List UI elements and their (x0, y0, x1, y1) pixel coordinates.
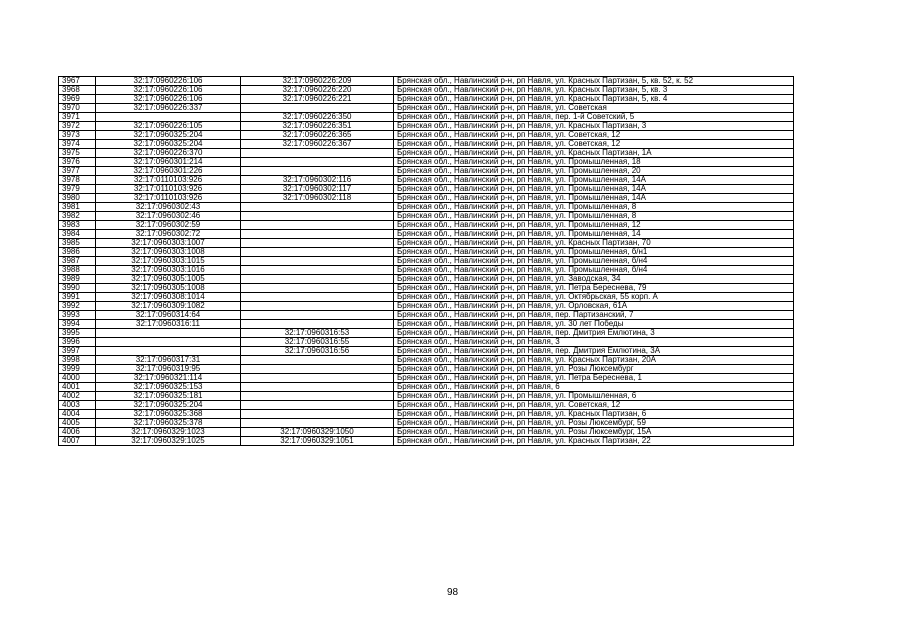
address: Брянская обл., Навлинский р-н, рп Навля, ул. Розы Люксембург, 59 (394, 419, 794, 428)
cadastral-number-2 (241, 266, 394, 275)
row-number: 3968 (59, 86, 96, 95)
address: Брянская обл., Навлинский р-н, рп Навля, 3 (394, 338, 794, 347)
table-body (59, 77, 794, 446)
cadastral-number-2 (241, 221, 394, 230)
cadastral-number-1: 32:17:0960226:106 (96, 77, 241, 86)
row-number: 3972 (59, 122, 96, 131)
cadastral-number-2: 32:17:0960302:118 (241, 194, 394, 203)
row-number: 4004 (59, 410, 96, 419)
address: Брянская обл., Навлинский р-н, рп Навля, ул. Промышленная, 14А (394, 185, 794, 194)
cadastral-number-1: 32:17:0960302:43 (96, 203, 241, 212)
table-row (59, 176, 794, 185)
table-row (59, 347, 794, 356)
cadastral-number-1: 32:17:0960303:1016 (96, 266, 241, 275)
address: Брянская обл., Навлинский р-н, рп Навля, ул. Промышленная, 8 (394, 212, 794, 221)
cadastral-number-1: 32:17:0110103:926 (96, 194, 241, 203)
address: Брянская обл., Навлинский р-н, рп Навля, ул. Красных Партизан, 6 (394, 410, 794, 419)
table-row (59, 122, 794, 131)
address: Брянская обл., Навлинский р-н, рп Навля, ул. Промышленная, б/н4 (394, 257, 794, 266)
address: Брянская обл., Навлинский р-н, рп Навля, пер. Дмитрия Емлютина, 3 (394, 329, 794, 338)
table-row (59, 266, 794, 275)
table-row (59, 203, 794, 212)
table-row (59, 77, 794, 86)
table-row (59, 95, 794, 104)
row-number: 3992 (59, 302, 96, 311)
cadastral-number-1: 32:17:0960321:114 (96, 374, 241, 383)
page-number: 98 (446, 587, 459, 598)
address: Брянская обл., Навлинский р-н, рп Навля, ул. Промышленная, 12 (394, 221, 794, 230)
cadastral-number-2 (241, 212, 394, 221)
row-number: 3969 (59, 95, 96, 104)
cadastral-number-1: 32:17:0960305:1005 (96, 275, 241, 284)
table-row (59, 374, 794, 383)
cadastral-number-2: 32:17:0960226:350 (241, 113, 394, 122)
cadastral-number-1: 32:17:0960325:181 (96, 392, 241, 401)
cadastral-number-2 (241, 203, 394, 212)
row-number: 3990 (59, 284, 96, 293)
address: Брянская обл., Навлинский р-н, рп Навля, ул. Промышленная, б/н4 (394, 266, 794, 275)
cadastral-number-2 (241, 401, 394, 410)
cadastral-number-1 (96, 347, 241, 356)
row-number: 3991 (59, 293, 96, 302)
cadastral-number-2 (241, 167, 394, 176)
address: Брянская обл., Навлинский р-н, рп Навля, пер. Дмитрия Емлютина, 3А (394, 347, 794, 356)
row-number: 3983 (59, 221, 96, 230)
table-row (59, 401, 794, 410)
cadastral-number-2 (241, 320, 394, 329)
row-number: 4002 (59, 392, 96, 401)
cadastral-number-2 (241, 149, 394, 158)
address: Брянская обл., Навлинский р-н, рп Навля, ул. Промышленная, 14А (394, 194, 794, 203)
row-number: 3971 (59, 113, 96, 122)
cadastral-number-1: 32:17:0960305:1008 (96, 284, 241, 293)
cadastral-number-1: 32:17:0960226:106 (96, 86, 241, 95)
row-number: 3998 (59, 356, 96, 365)
address: Брянская обл., Навлинский р-н, рп Навля, ул. Промышленная, 14 (394, 230, 794, 239)
address: Брянская обл., Навлинский р-н, рп Навля, ул. Промышленная, б/н1 (394, 248, 794, 257)
cadastral-number-2 (241, 392, 394, 401)
row-number: 3978 (59, 176, 96, 185)
cadastral-number-1: 32:17:0960325:204 (96, 140, 241, 149)
cadastral-number-1: 32:17:0960303:1007 (96, 239, 241, 248)
cadastral-number-1: 32:17:0960325:368 (96, 410, 241, 419)
row-number: 3977 (59, 167, 96, 176)
address: Брянская обл., Навлинский р-н, рп Навля, ул. Советская (394, 104, 794, 113)
cadastral-number-2 (241, 293, 394, 302)
cadastral-number-2 (241, 302, 394, 311)
address: Брянская обл., Навлинский р-н, рп Навля, ул. Розы Люксембург, 15А (394, 428, 794, 437)
cadastral-number-1: 32:17:0960226:370 (96, 149, 241, 158)
table-row (59, 365, 794, 374)
table-row (59, 86, 794, 95)
address: Брянская обл., Навлинский р-н, рп Навля, ул. Розы Люксембург (394, 365, 794, 374)
table-row (59, 302, 794, 311)
row-number: 3989 (59, 275, 96, 284)
address: Брянская обл., Навлинский р-н, рп Навля, ул. Петра Бересневa, 79 (394, 284, 794, 293)
address: Брянская обл., Навлинский р-н, рп Навля, ул. Советская, 12 (394, 140, 794, 149)
row-number: 3985 (59, 239, 96, 248)
row-number: 4001 (59, 383, 96, 392)
row-number: 4007 (59, 437, 96, 446)
cadastral-number-1: 32:17:0960325:153 (96, 383, 241, 392)
cadastral-number-1: 32:17:0960319:95 (96, 365, 241, 374)
row-number: 3993 (59, 311, 96, 320)
cadastral-number-1: 32:17:0960303:1015 (96, 257, 241, 266)
table-row (59, 437, 794, 446)
address: Брянская обл., Навлинский р-н, рп Навля, ул. Красных Партизан, 5, кв. 52, к. 52 (394, 77, 794, 86)
cadastral-number-1: 32:17:0960316:11 (96, 320, 241, 329)
address: Брянская обл., Навлинский р-н, рп Навля, ул. 30 лет Победы (394, 320, 794, 329)
address: Брянская обл., Навлинский р-н, рп Навля, ул. Советская, 12 (394, 131, 794, 140)
cadastral-number-2 (241, 248, 394, 257)
table-row (59, 239, 794, 248)
cadastral-number-2 (241, 365, 394, 374)
row-number: 3994 (59, 320, 96, 329)
cadastral-number-2: 32:17:0960316:56 (241, 347, 394, 356)
table-row (59, 392, 794, 401)
cadastral-number-1: 32:17:0960303:1008 (96, 248, 241, 257)
document-sheet (58, 76, 794, 446)
address: Брянская обл., Навлинский р-н, рп Навля, пер. Партизанский, 7 (394, 311, 794, 320)
table-row (59, 257, 794, 266)
address: Брянская обл., Навлинский р-н, рп Навля, ул. Промышленная, 18 (394, 158, 794, 167)
cadastral-number-2 (241, 257, 394, 266)
table-row (59, 230, 794, 239)
row-number: 3975 (59, 149, 96, 158)
row-number: 4003 (59, 401, 96, 410)
cadastral-number-1: 32:17:0960302:72 (96, 230, 241, 239)
cadastral-number-2: 32:17:0960226:221 (241, 95, 394, 104)
address: Брянская обл., Навлинский р-н, рп Навля, ул. Красных Партизан, 70 (394, 239, 794, 248)
row-number: 3967 (59, 77, 96, 86)
cadastral-number-2: 32:17:0960329:1050 (241, 428, 394, 437)
row-number: 3987 (59, 257, 96, 266)
cadastral-number-2 (241, 230, 394, 239)
cadastral-number-1: 32:17:0960226:337 (96, 104, 241, 113)
address: Брянская обл., Навлинский р-н, рп Навля, ул. Красных Партизан, 3 (394, 122, 794, 131)
address: Брянская обл., Навлинский р-н, рп Навля, ул. Советская, 12 (394, 401, 794, 410)
cadastral-number-1 (96, 329, 241, 338)
table-row (59, 320, 794, 329)
table-row (59, 383, 794, 392)
cadastral-number-2 (241, 419, 394, 428)
cadastral-number-1: 32:17:0960329:1023 (96, 428, 241, 437)
row-number: 3979 (59, 185, 96, 194)
cadastral-number-1: 32:17:0960302:46 (96, 212, 241, 221)
address: Брянская обл., Навлинский р-н, рп Навля, ул. Промышленная, 8 (394, 203, 794, 212)
cadastral-number-2: 32:17:0960316:53 (241, 329, 394, 338)
cadastral-number-1: 32:17:0960226:105 (96, 122, 241, 131)
cadastral-number-2: 32:17:0960226:209 (241, 77, 394, 86)
cadastral-number-2: 32:17:0960329:1051 (241, 437, 394, 446)
table-row (59, 194, 794, 203)
cadastral-number-1 (96, 338, 241, 347)
row-number: 3974 (59, 140, 96, 149)
table-row (59, 338, 794, 347)
address: Брянская обл., Навлинский р-н, рп Навля, ул. Промышленная, 6 (394, 392, 794, 401)
row-number: 3984 (59, 230, 96, 239)
cadastral-number-2: 32:17:0960226:367 (241, 140, 394, 149)
address: Брянская обл., Навлинский р-н, рп Навля, ул. Красных Партизан, 5, кв. 4 (394, 95, 794, 104)
cadastral-number-1 (96, 113, 241, 122)
cadastral-number-1: 32:17:0960325:204 (96, 401, 241, 410)
cadastral-number-1: 32:17:0960226:106 (96, 95, 241, 104)
table-row (59, 113, 794, 122)
table-row (59, 410, 794, 419)
table-row (59, 275, 794, 284)
cadastral-number-2 (241, 311, 394, 320)
table-row (59, 284, 794, 293)
row-number: 3995 (59, 329, 96, 338)
table-row (59, 212, 794, 221)
table-row (59, 248, 794, 257)
cadastral-number-1: 32:17:0960301:226 (96, 167, 241, 176)
table-row (59, 131, 794, 140)
address: Брянская обл., Навлинский р-н, рп Навля, ул. Красных Партизан, 22 (394, 437, 794, 446)
table-row (59, 329, 794, 338)
cadastral-number-1: 32:17:0960308:1014 (96, 293, 241, 302)
row-number: 3973 (59, 131, 96, 140)
address: Брянская обл., Навлинский р-н, рп Навля, 6 (394, 383, 794, 392)
row-number: 4006 (59, 428, 96, 437)
table-row (59, 311, 794, 320)
cadastral-number-1: 32:17:0960325:204 (96, 131, 241, 140)
row-number: 3988 (59, 266, 96, 275)
cadastral-number-1: 32:17:0960309:1082 (96, 302, 241, 311)
row-number: 3986 (59, 248, 96, 257)
cadastral-number-1: 32:17:0960302:59 (96, 221, 241, 230)
cadastral-number-1: 32:17:0960314:64 (96, 311, 241, 320)
table-row (59, 149, 794, 158)
address: Брянская обл., Навлинский р-н, рп Навля, ул. Петра Бересневa, 1 (394, 374, 794, 383)
cadastral-number-2 (241, 284, 394, 293)
address: Брянская обл., Навлинский р-н, рп Навля, пер. 1-й Советский, 5 (394, 113, 794, 122)
cadastral-number-2: 32:17:0960226:365 (241, 131, 394, 140)
cadastral-number-2 (241, 104, 394, 113)
row-number: 3970 (59, 104, 96, 113)
table-row (59, 293, 794, 302)
cadastral-number-1: 32:17:0960329:1025 (96, 437, 241, 446)
cadastral-number-2: 32:17:0960226:351 (241, 122, 394, 131)
row-number: 4005 (59, 419, 96, 428)
cadastral-number-1: 32:17:0960325:378 (96, 419, 241, 428)
address: Брянская обл., Навлинский р-н, рп Навля, ул. Орловская, 61А (394, 302, 794, 311)
address: Брянская обл., Навлинский р-н, рп Навля, ул. Промышленная, 20 (394, 167, 794, 176)
row-number: 3997 (59, 347, 96, 356)
table-row (59, 419, 794, 428)
table-row (59, 167, 794, 176)
table-row (59, 356, 794, 365)
cadastral-number-2: 32:17:0960302:117 (241, 185, 394, 194)
cadastral-number-1: 32:17:0110103:926 (96, 185, 241, 194)
row-number: 3980 (59, 194, 96, 203)
cadastral-number-2: 32:17:0960226:220 (241, 86, 394, 95)
address: Брянская обл., Навлинский р-н, рп Навля, ул. Октябрьская, 55 корп. А (394, 293, 794, 302)
row-number: 3981 (59, 203, 96, 212)
row-number: 3996 (59, 338, 96, 347)
cadastral-number-1: 32:17:0960301:214 (96, 158, 241, 167)
row-number: 3982 (59, 212, 96, 221)
cadastral-number-2: 32:17:0960316:55 (241, 338, 394, 347)
cadastral-number-2 (241, 383, 394, 392)
table-row (59, 104, 794, 113)
cadastral-number-2 (241, 275, 394, 284)
cadastral-number-1: 32:17:0110103:926 (96, 176, 241, 185)
cadastral-number-2 (241, 410, 394, 419)
table-row (59, 428, 794, 437)
table-row (59, 221, 794, 230)
cadastral-number-2 (241, 374, 394, 383)
address: Брянская обл., Навлинский р-н, рп Навля, ул. Промышленная, 14А (394, 176, 794, 185)
row-number: 3999 (59, 365, 96, 374)
address: Брянская обл., Навлинский р-н, рп Навля, ул. Заводская, 34 (394, 275, 794, 284)
cadastral-number-1: 32:17:0960317:31 (96, 356, 241, 365)
cadastral-number-2 (241, 356, 394, 365)
address: Брянская обл., Навлинский р-н, рп Навля, ул. Красных Партизан, 5, кв. 3 (394, 86, 794, 95)
table-row (59, 158, 794, 167)
cadastral-number-2: 32:17:0960302:116 (241, 176, 394, 185)
table-row (59, 140, 794, 149)
cadastral-table (58, 76, 794, 446)
cadastral-number-2 (241, 158, 394, 167)
table-row (59, 185, 794, 194)
row-number: 3976 (59, 158, 96, 167)
cadastral-number-2 (241, 239, 394, 248)
address: Брянская обл., Навлинский р-н, рп Навля, ул. Красных Партизан, 1А (394, 149, 794, 158)
row-number: 4000 (59, 374, 96, 383)
address: Брянская обл., Навлинский р-н, рп Навля, ул. Красных Партизан, 20А (394, 356, 794, 365)
